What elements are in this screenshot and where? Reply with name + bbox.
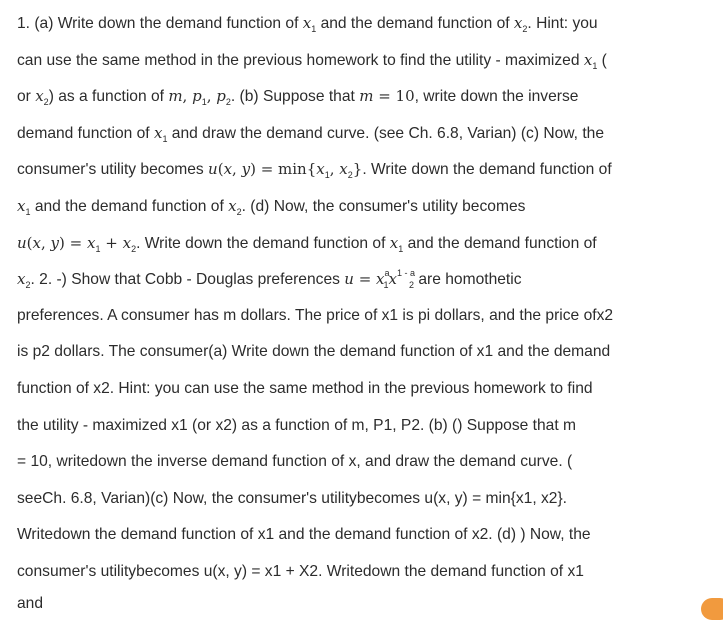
math-symbol: x xyxy=(153,123,163,142)
subscript: 1 xyxy=(311,24,317,34)
math-operator: , xyxy=(182,87,193,106)
subscript: 2 xyxy=(236,206,242,217)
text-run: . (d) Now, the consumer's utility becomes xyxy=(241,197,526,215)
math-symbol: x xyxy=(513,14,523,32)
subscript: 2 xyxy=(409,280,415,291)
math-symbol: x xyxy=(316,160,325,179)
text-run: 1. (a) Write down the demand function of xyxy=(17,15,303,32)
math-operator: } xyxy=(352,160,363,179)
corner-badge xyxy=(701,598,723,620)
math-symbol: x xyxy=(17,270,26,289)
math-symbol: x xyxy=(87,233,96,252)
math-symbol: x xyxy=(583,50,593,69)
text-run: are homothetic xyxy=(414,271,522,289)
math-symbol: y xyxy=(241,160,251,179)
text-line xyxy=(17,371,717,408)
text-line xyxy=(17,408,717,445)
math-operator: , xyxy=(206,87,217,106)
text-run: is p2 dollars. The consumer(a) Write down the demand function of x1 and the demand xyxy=(17,343,611,361)
text-line xyxy=(17,42,717,79)
math-operator: , xyxy=(329,160,340,179)
math-symbol: x xyxy=(339,160,348,179)
math-symbol: x xyxy=(32,233,41,252)
text-run: , write down the inverse xyxy=(414,88,579,106)
math-operator: ( xyxy=(26,233,33,252)
subscript: 1 xyxy=(201,97,207,108)
math-operator: = xyxy=(353,270,377,289)
math-symbol: x xyxy=(388,270,397,289)
text-line xyxy=(17,261,717,298)
subscript: 1 xyxy=(592,60,598,71)
text-run: Writedown the demand function of x1 and the demand function of x2. (d) ) Now, the xyxy=(17,526,591,544)
text-run: consumer's utility becomes xyxy=(17,161,209,179)
superscript: 1 - a xyxy=(397,268,416,279)
text-line xyxy=(17,298,717,335)
math-operator: + xyxy=(100,233,123,252)
text-line xyxy=(17,554,717,591)
math-operator: = 10 xyxy=(373,87,415,106)
text-line xyxy=(17,225,717,262)
text-run: the utility - maximized x1 (or x2) as a function of m, P1, P2. (b) () Suppose that m xyxy=(17,416,576,434)
math-symbol: x xyxy=(376,270,385,289)
subscript: 1 xyxy=(398,243,404,254)
text-run: and the demand function of xyxy=(403,234,597,252)
subscript: 1 xyxy=(324,170,330,181)
text-run: consumer's utilitybecomes u(x, y) = x1 + X2. Writedown the demand function of x1 xyxy=(17,562,584,580)
math-operator: ) = xyxy=(59,233,87,252)
text-run: . Hint: you xyxy=(527,15,598,32)
text-run: . Write down the demand function of xyxy=(362,161,612,179)
text-run: ( xyxy=(597,51,607,69)
text-line xyxy=(17,334,717,371)
subscript: 2 xyxy=(43,97,49,108)
superscript: a xyxy=(384,268,390,279)
text-run: or xyxy=(17,88,36,106)
math-symbol: u xyxy=(208,160,218,179)
math-operator: ) = min{ xyxy=(250,160,317,179)
text-run: demand function of xyxy=(17,124,154,142)
math-symbol: x xyxy=(122,233,132,252)
math-symbol: x xyxy=(35,87,44,106)
math-operator: ( xyxy=(217,160,224,179)
text-line xyxy=(17,78,717,115)
text-run: preferences. A consumer has m dollars. The price of x1 is pi dollars, and the price ofx2 xyxy=(17,306,614,324)
subscript: 2 xyxy=(347,170,353,181)
text-run: function of x2. Hint: you can use the same method in the previous homework to find xyxy=(17,379,593,397)
math-operator: , xyxy=(41,233,51,252)
math-symbol: x xyxy=(228,196,237,215)
subscript: 1 xyxy=(25,206,31,217)
subscript: 2 xyxy=(131,243,137,254)
math-symbol: u xyxy=(17,233,27,252)
truncated-line: and xyxy=(17,595,44,612)
subscript: 2 xyxy=(522,24,528,34)
subscript: 1 xyxy=(162,133,168,144)
text-run: ) as a function of xyxy=(48,88,169,106)
math-operator: , xyxy=(232,160,242,179)
math-symbol: x xyxy=(17,196,26,215)
text-line xyxy=(17,517,717,554)
math-symbol: x xyxy=(389,233,399,252)
text-run: = 10, writedown the inverse demand function of x, and draw the demand curve. ( xyxy=(17,453,573,471)
math-symbol: p xyxy=(216,87,226,106)
text-line xyxy=(17,444,717,481)
text-run: . Write down the demand function of xyxy=(136,234,390,252)
text-line xyxy=(17,481,717,518)
math-symbol: x xyxy=(302,14,312,32)
text-run: seeCh. 6.8, Varian)(c) Now, the consumer's utilitybecomes u(x, y) = min{x1, x2}. xyxy=(17,489,567,507)
text-run: can use the same method in the previous homework to find the utility - maximized xyxy=(17,51,584,69)
subscript: 2 xyxy=(225,97,231,108)
text-run: . (b) Suppose that xyxy=(230,88,360,106)
math-symbol: m xyxy=(359,87,374,106)
math-symbol: x xyxy=(223,160,233,179)
math-symbol: m xyxy=(168,87,183,106)
math-symbol: y xyxy=(50,233,60,252)
text-run: and the demand function of xyxy=(316,15,514,32)
text-line xyxy=(17,188,717,225)
subscript: 1 xyxy=(95,243,101,254)
text-run: . 2. -) Show that Cobb - Douglas preferences xyxy=(30,271,345,289)
math-symbol: u xyxy=(344,270,354,289)
text-line xyxy=(17,115,717,152)
subscript: 2 xyxy=(25,280,31,291)
text-line xyxy=(17,151,717,188)
subscript: 1 xyxy=(383,280,389,291)
text-run: and the demand function of xyxy=(30,197,229,215)
math-symbol: p xyxy=(192,87,202,106)
text-line xyxy=(17,5,717,42)
text-run: and draw the demand curve. (see Ch. 6.8, Varian) (c) Now, the xyxy=(167,124,605,142)
question-text xyxy=(17,5,717,591)
